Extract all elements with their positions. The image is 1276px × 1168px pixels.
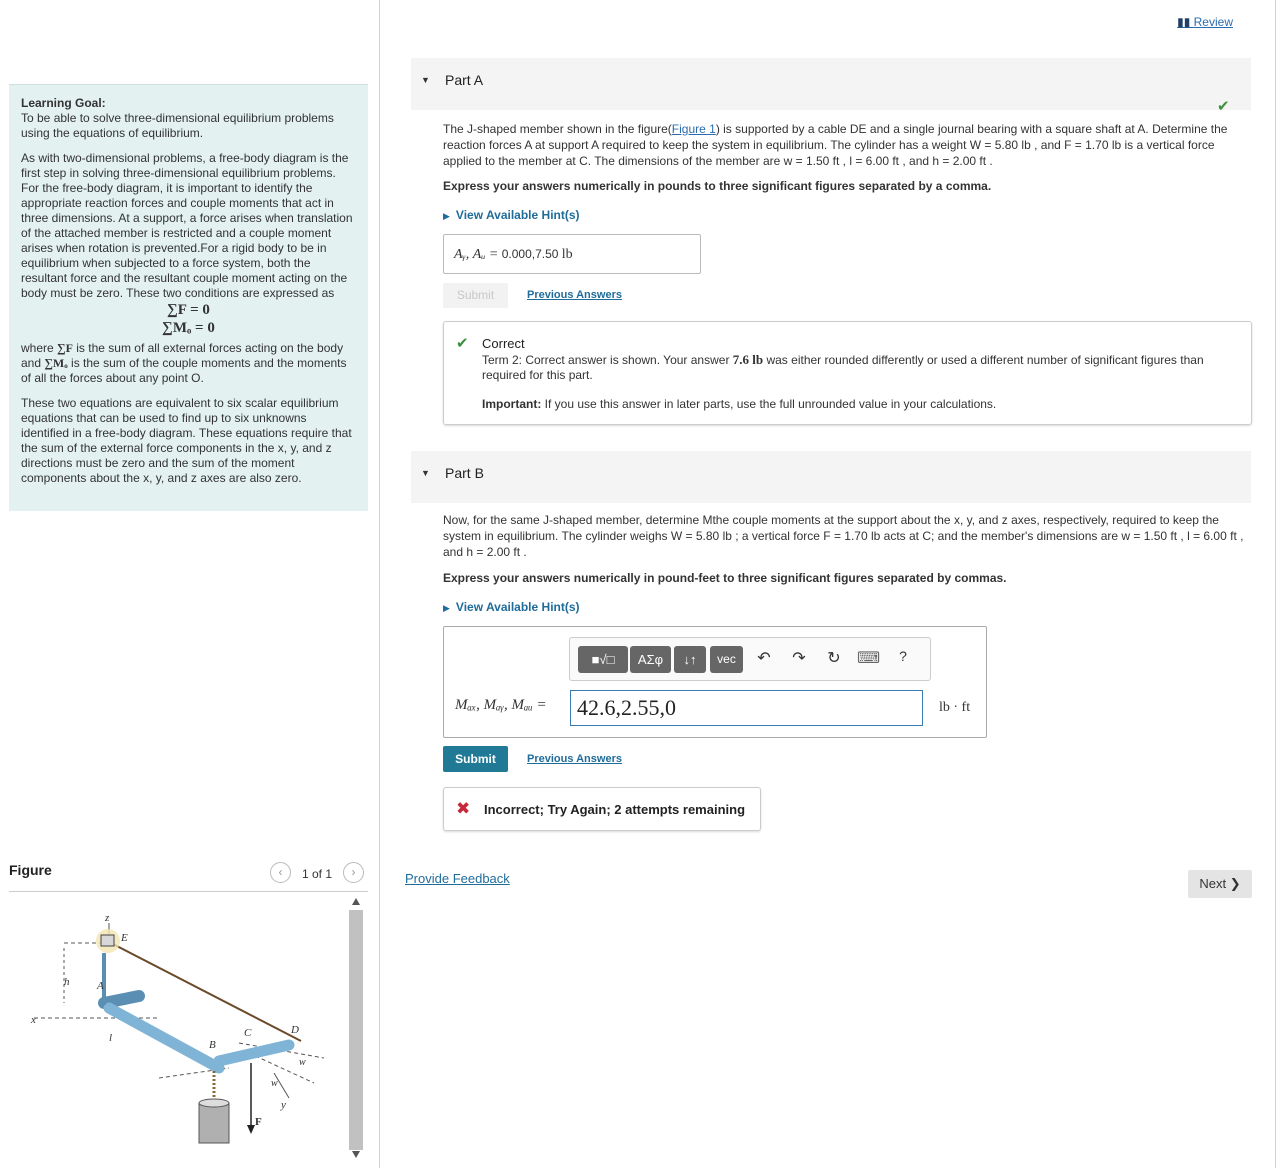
part-a-text-1: The J-shaped member shown in the figure( <box>443 122 672 136</box>
scroll-down-icon[interactable] <box>352 1151 360 1158</box>
support-e <box>101 935 114 946</box>
arrows-button[interactable]: ↓↑ <box>674 646 706 673</box>
part-b-answer-unit: lb · ft <box>939 700 971 715</box>
label-f: F <box>255 1116 262 1128</box>
part-a-feedback <box>443 321 1252 425</box>
part-b-previous-answers[interactable]: Previous Answers <box>527 753 622 765</box>
learning-goal-para1: As with two-dimensional problems, a free-body diagram is the first step in solving three-dimensional equilibrium problems. For the free-body diagram, it is important to identify the appropriate reaction forces and couple moments that act in three dimensions. At a support, a force arises when translation of the attached member is restricted and a couple moment arises when rotation is prevented.For a rigid body to be in equilibrium when subjected to a force system, both the resultant force and the resultant couple moment acting on the body must be zero. These two conditions are expressed as <box>21 151 353 300</box>
figure-next-button[interactable] <box>343 862 364 883</box>
label-a: A <box>97 980 104 992</box>
matrix-template-button[interactable]: ■√□ <box>578 646 628 673</box>
part-a-instruction: Express your answers numerically in pounds to three significant figures separated by a comma. <box>443 179 992 193</box>
part-a-answer-label: Aᵧ, Aᵤ = <box>454 247 499 262</box>
reset-icon[interactable]: ↻ <box>827 650 841 667</box>
left-panel <box>0 0 380 1168</box>
caret-right-icon: ▶ <box>443 603 450 613</box>
review-label: Review <box>1193 15 1233 29</box>
checkmark-icon: ✔ <box>1217 98 1230 115</box>
part-a-question <box>443 121 1253 169</box>
part-b-question <box>443 512 1258 560</box>
check-icon: ✔ <box>456 335 469 352</box>
help-icon[interactable]: ? <box>899 648 907 664</box>
part-a-text-4: = 5.80 lb , and F = 1.70 lb is a vertical force applied to the member at C. The dimensions of the member are w = 1.50 ft , l = 6.00 ft , and h = 2.00 ft . <box>443 138 1215 168</box>
label-e: E <box>121 932 128 944</box>
cylinder-top <box>199 1099 229 1107</box>
learning-goal-intro: To be able to solve three-dimensional equilibrium problems using the equations of equilibrium. <box>21 111 334 140</box>
part-b-answer-input[interactable]: 42.6,2.55,0 <box>570 690 923 726</box>
learning-goal-heading: Learning Goal: <box>21 96 106 110</box>
feedback-msg-1: Term 2: Correct answer is shown. Your answer <box>482 353 730 367</box>
scrollbar-thumb[interactable] <box>349 910 363 1150</box>
sum-f-symbol: ∑F <box>57 341 73 355</box>
cylinder-weight <box>199 1103 229 1143</box>
feedback-title: Correct <box>482 336 525 351</box>
label-x: x <box>31 1014 36 1026</box>
feedback-msg-2: was either rounded differently or used a different number of significant figures than required for this part. <box>482 353 1204 382</box>
part-a-answer-unit: lb <box>561 247 573 262</box>
greek-button[interactable]: ΑΣφ <box>630 646 671 673</box>
part-a-text-2: ) is supported by a cable DE and a single journal bearing with a square shaft at A. Determine the reaction forces A <box>443 122 1228 152</box>
label-h: h <box>64 976 70 988</box>
math-toolbar <box>569 637 931 681</box>
part-a-answer-box[interactable] <box>443 234 701 274</box>
part-a-hint-toggle[interactable] <box>443 208 580 222</box>
part-a-answer-value: 0.000,7.50 <box>501 247 559 261</box>
feedback-incorrect: Incorrect; Try Again; 2 attempts remaining <box>484 802 746 817</box>
part-b-text-1: Now, for the same J-shaped member, determine M <box>443 513 713 527</box>
scroll-up-icon[interactable] <box>352 898 360 905</box>
keyboard-icon[interactable]: ⌨ <box>857 650 881 667</box>
part-a-submit-button[interactable]: Submit <box>443 283 508 308</box>
where-text-a: is the sum of all external forces acting on the body and <box>21 341 344 370</box>
force-f-arrowhead <box>247 1125 255 1134</box>
feedback-value: 7.6 lb <box>732 352 764 367</box>
book-icon: ▮▮ <box>1177 15 1194 29</box>
undo-icon[interactable]: ↶ <box>757 650 771 667</box>
part-a-previous-answers[interactable]: Previous Answers <box>527 289 622 301</box>
label-l: l <box>109 1032 113 1044</box>
figure-header <box>9 862 368 892</box>
label-c: C <box>244 1027 252 1039</box>
figure-1-link[interactable]: Figure 1 <box>671 122 716 136</box>
part-b-hint-toggle[interactable] <box>443 600 580 614</box>
x-icon: ✖ <box>456 799 471 818</box>
important-message: If you use this answer in later parts, use the full unrounded value in your calculations. <box>544 397 997 411</box>
caret-down-icon: ▼ <box>421 468 430 478</box>
j-member-diagram <box>9 893 344 1165</box>
part-b-submit-button[interactable]: Submit <box>443 746 508 772</box>
member-segment-bd <box>219 1045 289 1061</box>
figure-pager: 1 of 1 <box>302 867 333 881</box>
part-b-hint-label: View Available Hint(s) <box>455 600 580 614</box>
part-a-text-3: at support A required to keep the system in equilibrium. The cylinder has a weight W <box>531 138 982 152</box>
chevron-right-icon: ❯ <box>1229 876 1241 891</box>
caret-right-icon: ▶ <box>443 211 450 221</box>
part-b-answer-editor <box>443 626 987 738</box>
feedback-important <box>482 397 996 411</box>
part-b-instruction: Express your answers numerically in pound-feet to three significant figures separated by commas. <box>443 571 1007 585</box>
label-y: y <box>281 1099 286 1111</box>
label-z: z <box>105 912 110 924</box>
member-segment-a <box>104 996 139 1003</box>
part-a-title: Part A <box>445 72 484 88</box>
part-a-hint-label: View Available Hint(s) <box>455 208 580 222</box>
chevron-left-icon: ‹ <box>278 865 283 879</box>
part-b-answer-label: Mₐₓ, Mₐᵧ, Mₐᵤ = <box>455 697 547 713</box>
where-text-b: is the sum of the couple moments and the moments of all the forces about any point O. <box>21 356 347 385</box>
feedback-message <box>482 352 1242 383</box>
part-b-title: Part B <box>445 465 484 481</box>
chevron-right-icon: › <box>351 865 356 879</box>
figure-scrollbar[interactable] <box>346 893 366 1163</box>
equation-sum-forces: ∑F = 0 <box>167 302 210 318</box>
learning-goal-para3: These two equations are equivalent to six scalar equilibrium equations that can be used to find up to six unknowns identified in a free-body diagram. These equations require that the sum of the external force components in the x, y, and z directions must be zero and the sum of the moment components about the x, y, and z axes are also zero. <box>21 396 352 485</box>
caret-down-icon: ▼ <box>421 75 430 85</box>
part-b-header[interactable] <box>411 451 1251 503</box>
figure-prev-button[interactable] <box>270 862 291 883</box>
label-d: D <box>291 1024 299 1036</box>
next-button[interactable] <box>1188 870 1252 898</box>
label-w2: w <box>271 1078 278 1089</box>
part-b-text-3: = 5.80 lb ; a vertical force F = 1.70 lb acts at C; and the member's dimensions are w = 1.50 ft , l = 6.00 ft , and h = 2.00 ft . <box>443 529 1244 559</box>
part-a-header[interactable] <box>411 58 1251 110</box>
part-b-text-2: the couple moments at the support about the x, y, and z axes, respectively, required to keep the system in equilibrium. The cylinder weighs W <box>443 513 1219 543</box>
next-label: Next <box>1199 876 1227 891</box>
review-link[interactable] <box>1177 15 1233 29</box>
where-text: where <box>21 341 54 355</box>
member-segment-ab <box>109 1008 219 1068</box>
provide-feedback-link[interactable]: Provide Feedback <box>405 871 510 886</box>
label-b: B <box>209 1039 216 1051</box>
figure-image <box>9 893 368 1165</box>
main-panel <box>381 0 1276 1168</box>
label-w1: w <box>299 1057 306 1068</box>
redo-icon[interactable]: ↷ <box>792 650 806 667</box>
sum-m-symbol: ∑Mₒ <box>44 356 68 370</box>
important-label: Important: <box>482 397 542 411</box>
learning-goal-box <box>9 84 368 511</box>
figure-title: Figure <box>9 862 52 878</box>
equation-sum-moments: ∑Mₒ = 0 <box>162 320 215 336</box>
vec-button[interactable]: vec <box>710 646 743 673</box>
part-b-feedback <box>443 787 761 831</box>
